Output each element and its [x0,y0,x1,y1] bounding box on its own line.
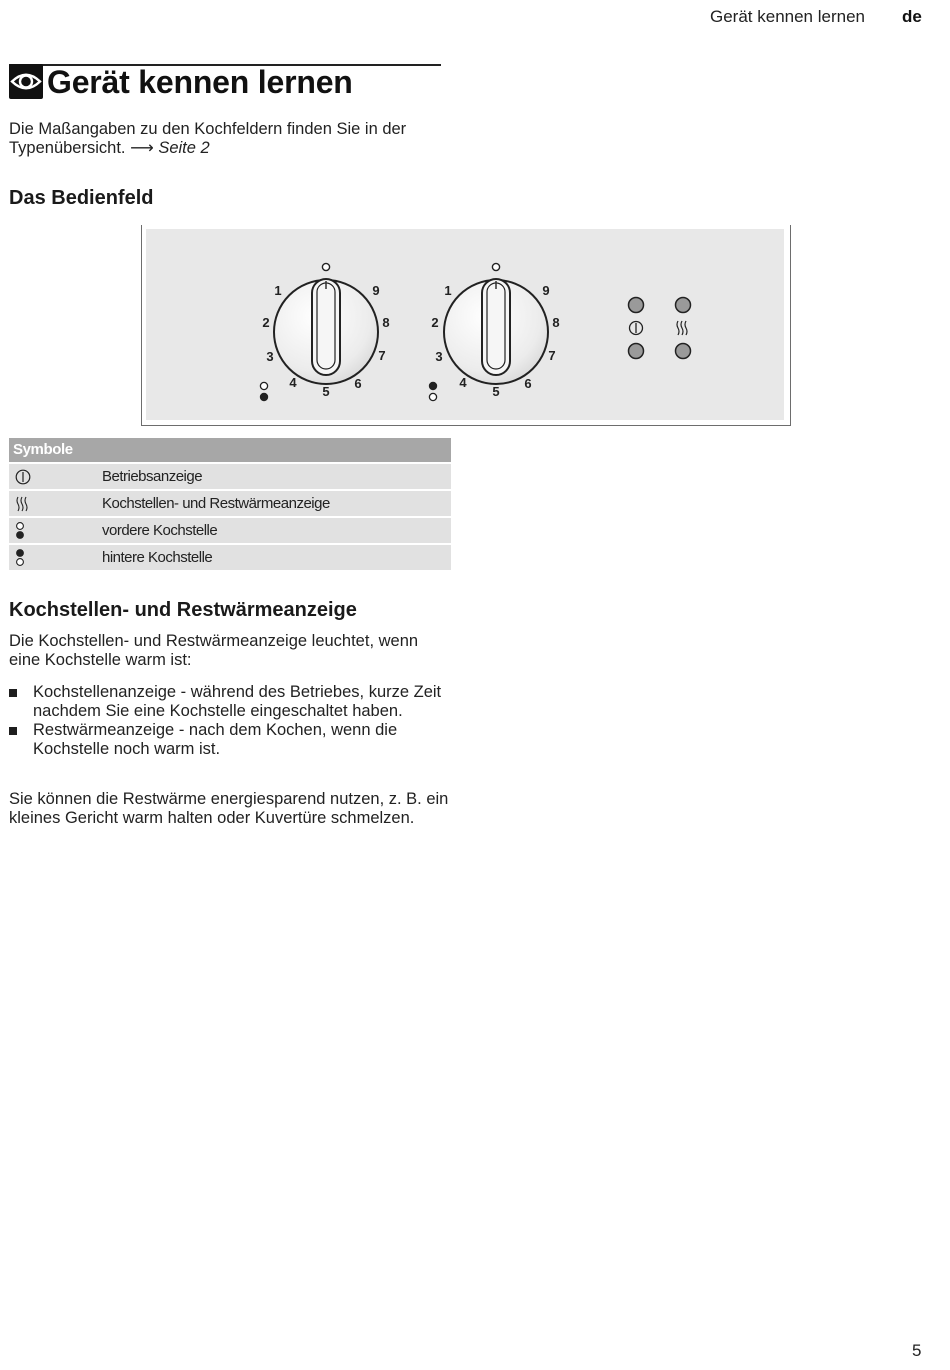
right-knob-scale-7: 7 [548,348,556,363]
symbol-label: Kochstellen- und Restwärmeanzeige [102,495,330,512]
right-knob-scale-9: 9 [542,283,550,298]
right-knob[interactable] [444,279,548,384]
table-row [9,489,451,516]
eye-icon [9,64,43,99]
residual-heat-outro: Sie können die Restwärme energiesparend nutzen, z. B. ein kleines Gericht warm halten oder Kuvertüre schmelzen. [9,790,449,827]
power-icon [9,469,102,485]
residual-heat-bullets [9,683,449,759]
control-panel-heading: Das Bedienfeld [9,187,154,209]
right-knob-off-marker [492,263,499,270]
left-knob-scale-2: 2 [262,315,270,330]
table-row [9,516,451,543]
heat-icon [677,321,687,335]
left-knob-scale-1: 1 [274,283,282,298]
left-knob-scale-7: 7 [378,348,386,363]
control-panel-illustration [146,229,784,420]
symbols-table-header: Symbole [9,438,451,462]
page-number: 5 [912,1341,922,1360]
right-knob-scale-8: 8 [552,315,560,330]
left-knob[interactable] [274,279,378,384]
left-knob-scale-9: 9 [372,283,380,298]
front-hob-indicator-icon [429,382,437,401]
symbol-label: hintere Kochstelle [102,549,213,566]
residual-heat-intro: Die Kochstellen- und Restwärmeanzeige leuchtet, wenn eine Kochstelle warm ist: [9,632,419,669]
symbol-label: Betriebsanzeige [102,468,203,485]
right-knob-scale-6: 6 [524,376,532,391]
rear-hob-icon [9,548,102,568]
front-hob-icon [9,521,102,541]
left-knob-scale-6: 6 [354,376,362,391]
list-item: Restwärmeanzeige - nach dem Kochen, wenn die Kochstelle noch warm ist. [9,721,449,759]
right-knob-scale-4: 4 [459,375,467,390]
right-knob-scale-1: 1 [444,283,452,298]
intro-paragraph [9,120,449,158]
list-item: Kochstellenanzeige - während des Betriebes, kurze Zeit nachdem Sie eine Kochstelle eingeschaltet haben. [9,683,449,721]
arrow-icon: ⟶ [130,139,154,157]
rear-hob-indicator-icon [260,382,268,401]
left-knob-scale-4: 4 [289,375,297,390]
left-knob-off-marker [322,263,329,270]
language-tag: de [902,7,922,26]
heat-icon [9,496,102,512]
right-knob-scale-2: 2 [431,315,439,330]
left-knob-scale-5: 5 [322,384,330,399]
symbols-table [9,438,451,570]
intro-text: Die Maßangaben zu den Kochfeldern finden Sie in der Typenübersicht. [9,120,407,157]
residual-heat-heading: Kochstellen- und Restwärmeanzeige [9,599,357,621]
left-knob-scale-3: 3 [266,349,274,364]
symbol-label: vordere Kochstelle [102,522,218,539]
power-icon [630,322,643,335]
table-row [9,543,451,570]
right-knob-scale-3: 3 [435,349,443,364]
table-row [9,462,451,489]
right-knob-scale-5: 5 [492,384,500,399]
page-title: Gerät kennen lernen [47,64,353,100]
left-knob-scale-8: 8 [382,315,390,330]
running-header-title: Gerät kennen lernen [710,7,865,26]
page-reference-link[interactable]: Seite 2 [158,139,210,157]
